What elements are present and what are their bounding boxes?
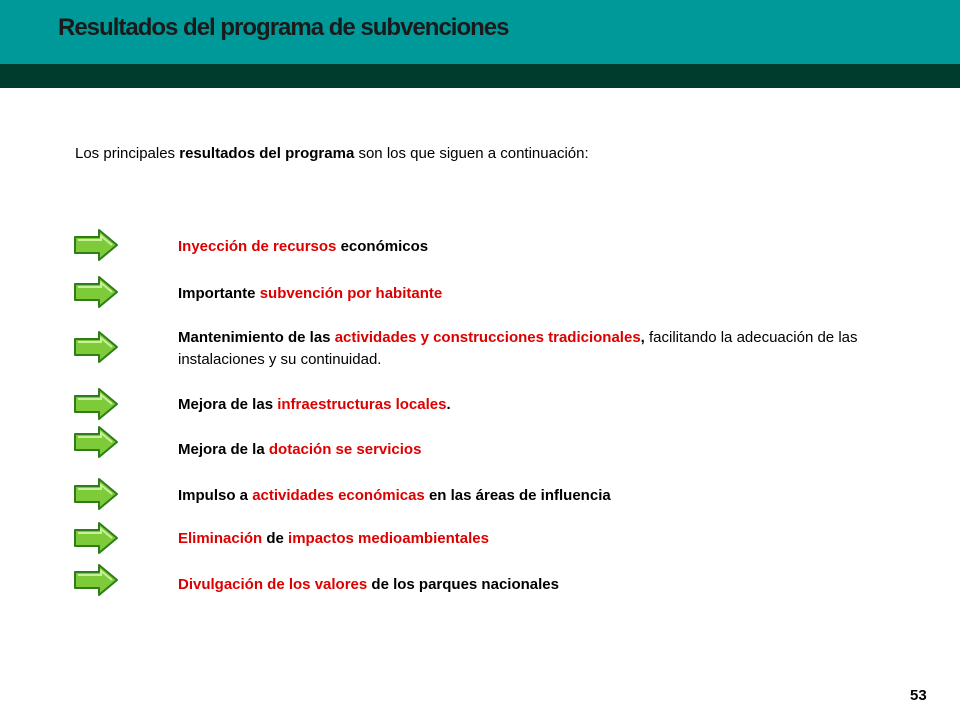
page-title: Resultados del programa de subvenciones	[58, 14, 509, 41]
item-text: Mejora de las	[178, 396, 278, 413]
item-text: Mejora de la	[178, 441, 269, 458]
item-text: Impulso a	[178, 487, 253, 504]
green-arrow-icon	[72, 228, 120, 262]
header-strip	[0, 64, 960, 88]
item-highlight: infraestructuras locales	[277, 396, 447, 413]
item-highlight: Eliminación	[178, 530, 263, 547]
item-highlight: dotación se servicios	[268, 441, 422, 458]
green-arrow-icon	[72, 275, 120, 309]
green-arrow-icon	[72, 330, 120, 364]
green-arrow-icon	[72, 477, 120, 511]
green-arrow-icon	[72, 521, 120, 555]
result-item	[178, 574, 898, 596]
item-detail: facilitando la adecuación de las instalaciones y su continuidad.	[178, 329, 858, 368]
item-text: económicos	[336, 238, 429, 255]
item-highlight: Divulgación de los valores	[178, 576, 368, 593]
item-text: Mantenimiento de las	[178, 329, 335, 346]
page-number: 53	[910, 687, 927, 704]
intro-emphasis: resultados del programa	[179, 145, 355, 162]
green-arrow-icon	[72, 387, 120, 421]
item-highlight: actividades económicas	[252, 487, 425, 504]
result-item	[178, 528, 898, 550]
item-text: ,	[640, 329, 645, 346]
intro-pre: Los principales	[75, 145, 180, 162]
item-text: Importante	[178, 285, 260, 302]
item-text: de	[262, 530, 289, 547]
green-arrow-icon	[72, 563, 120, 597]
result-item	[178, 439, 898, 461]
intro-text	[75, 145, 895, 163]
item-text: de los parques nacionales	[367, 576, 559, 593]
item-text: en las áreas de influencia	[424, 487, 611, 504]
item-highlight: Inyección de recursos	[178, 238, 337, 255]
item-text: .	[446, 396, 451, 413]
result-item	[178, 327, 898, 371]
intro-post: son los que siguen a continuación:	[354, 145, 589, 162]
green-arrow-icon	[72, 425, 120, 459]
result-item	[178, 283, 898, 305]
result-item	[178, 394, 898, 416]
result-item	[178, 236, 898, 258]
item-highlight: subvención por habitante	[259, 285, 443, 302]
result-item	[178, 485, 898, 507]
item-highlight: impactos medioambientales	[288, 530, 489, 547]
item-highlight: actividades y construcciones tradicionales	[334, 329, 641, 346]
